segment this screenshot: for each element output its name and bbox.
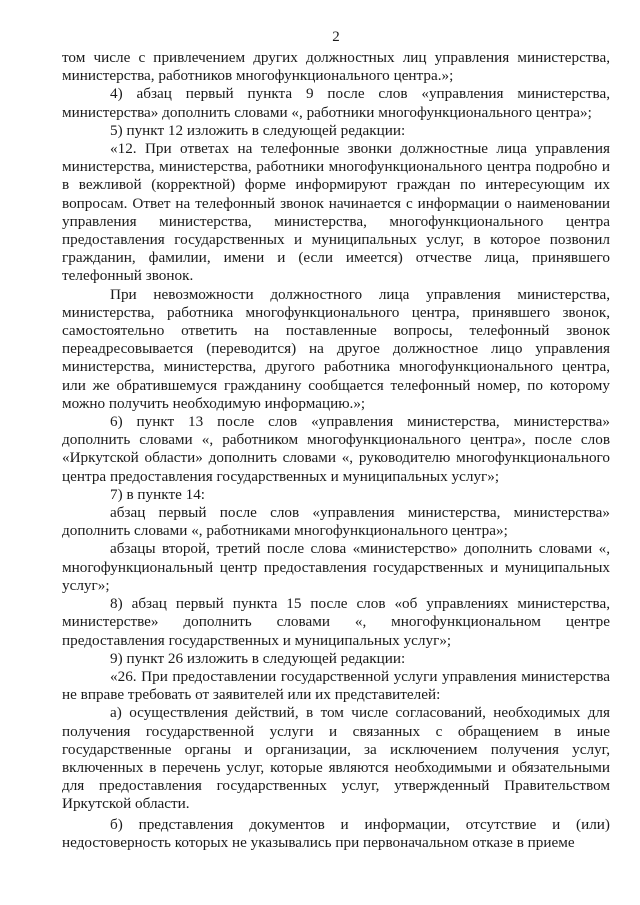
paragraph-item-7-first: абзац первый после слов «управления министерства, министерства» дополнить словами «, работниками многофункционального центра»; — [62, 504, 610, 540]
paragraph-point-12-second: При невозможности должностного лица управления министерства, министерства, работника многофункционального центра, принявшего звонок, самостоятельно ответить на поставленные вопросы, телефонный звонок переадресовывается (переводится) на другое должностное лицо управления министерства, министерства, другого работника многофункционального центра, или же обратившемуся гражданину сообщается телефонный номер, по которому можно получить необходимую информацию.»; — [62, 285, 610, 412]
page-number: 2 — [332, 29, 340, 45]
paragraph-point-26: «26. При предоставлении государственной услуги управления министерства не вправе требовать от заявителей или их представителей: — [62, 667, 610, 704]
paragraph-item-7: 7) в пункте 14: — [110, 485, 206, 503]
paragraph-item-8: 8) абзац первый пункта 15 после слов «об управлениях министерства, министерстве» дополнить словами «, многофункциональном центре предоставления государственных и муниципальных услуг»; — [62, 595, 610, 649]
paragraph-item-4: 4) абзац первый пункта 9 после слов «управления министерства, министерства» дополнить словами «, работники многофункционального центра»; — [62, 85, 610, 121]
paragraph-subitem-b: б) представления документов и информации, отсутствие и (или) недостоверность которых не указывались при первоначальном отказе в приеме — [62, 815, 610, 851]
paragraph-item-6: 6) пункт 13 после слов «управления министерства, министерства» дополнить словами «, работником многофункционального центра», после слов «Иркутской области» дополнить словами «, руководителю многофункционального центра предоставления государственных и муниципальных услуг»; — [62, 413, 610, 485]
paragraph-subitem-a: а) осуществления действий, в том числе согласований, необходимых для получения государственной услуги и связанных с обращением в иные государственные органы и организации, за исключением получения услуг, включенных в перечень услуг, которые являются необходимыми и обязательными для предоставления государственных услуг, утвержденный Правительством Иркутской области. — [62, 704, 610, 813]
document-page — [62, 28, 610, 852]
paragraph-item-7-second: абзацы второй, третий после слова «министерство» дополнить словами «, многофункциональный центр предоставления государственных и муниципальных услуг»; — [62, 540, 610, 594]
paragraph-continuation: том числе с привлечением других должностных лиц управления министерства, министерства, работников многофункционального центра.»; — [62, 49, 610, 85]
paragraph-point-12: «12. При ответах на телефонные звонки должностные лица управления министерства, министерства, работники многофункционального центра подробно и в вежливой (корректной) форме информируют граждан по интересующим их вопросам. Ответ на телефонный звонок начинается с информации о наименовании управления министерства, министерства, многофункционального центра предоставления государственных и муниципальных услуг, в которое позвонил гражданин, фамилии, имени и (если имеется) отчестве лица, принявшего телефонный звонок. — [62, 140, 610, 285]
paragraph-item-9: 9) пункт 26 изложить в следующей редакции: — [110, 649, 406, 667]
paragraph-item-5: 5) пункт 12 изложить в следующей редакции: — [110, 121, 406, 139]
